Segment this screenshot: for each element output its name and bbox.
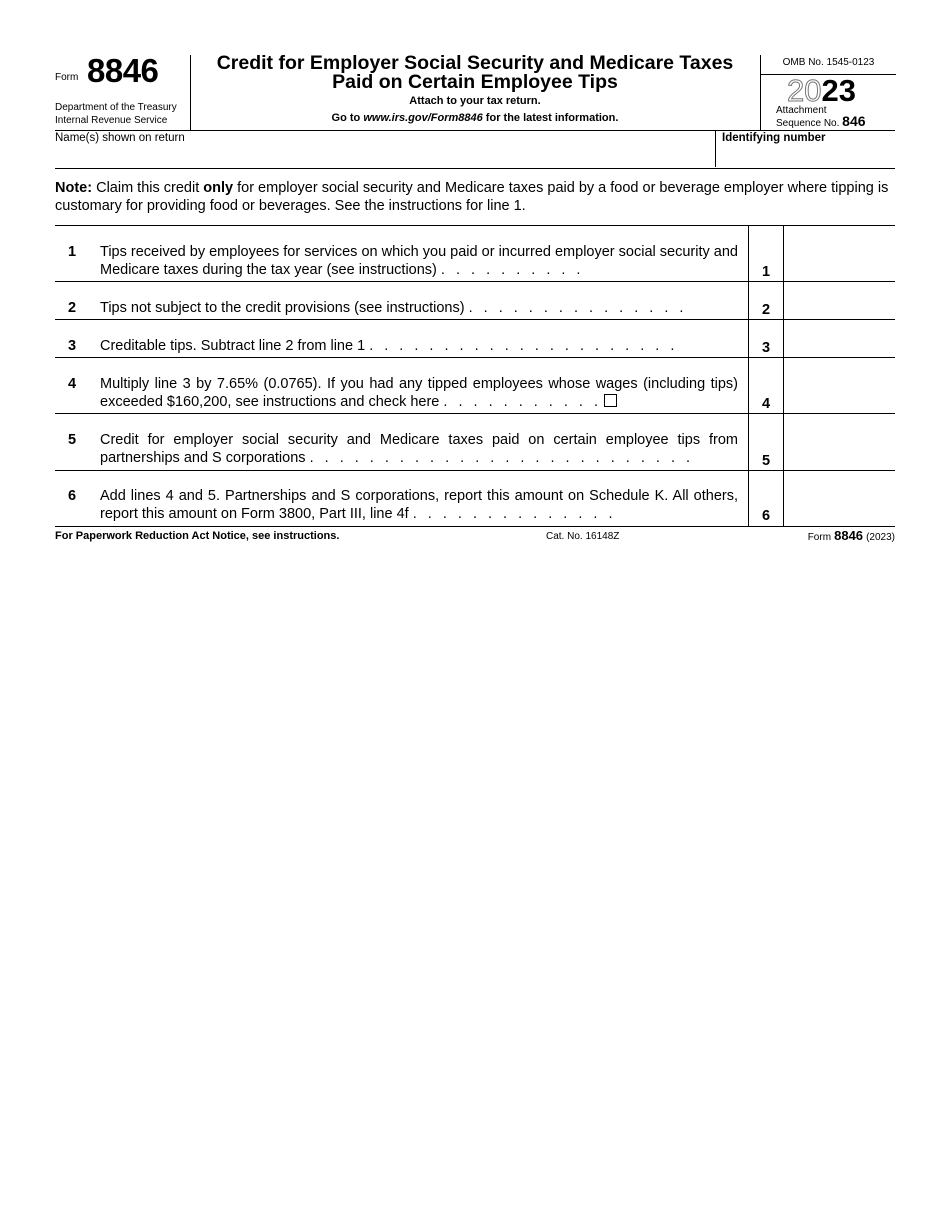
name-row: [55, 131, 895, 169]
form-footer: [55, 526, 895, 543]
line-text: Tips received by employees for services on which you paid or incurred employer social security and Medicare taxes during the tax year (see instructions): [100, 244, 738, 278]
line-number: 6: [68, 488, 77, 504]
form-lines: [55, 226, 895, 526]
attachment-label: Attachment: [776, 105, 827, 116]
line-box-number: 6: [761, 508, 771, 524]
note-emphasis: only: [203, 180, 234, 196]
omb-block: [760, 55, 896, 130]
leader-dots: . . . . . . . . . . . . . .: [412, 506, 616, 522]
line-6: [55, 471, 895, 526]
sequence-number: 846: [842, 113, 866, 129]
line-number: 3: [68, 338, 77, 354]
identifying-number-label: Identifying number: [722, 132, 826, 144]
line-box: [748, 414, 784, 471]
line-box-number: 5: [761, 453, 771, 469]
note-paragraph: [55, 169, 895, 226]
identifying-number-box: [715, 131, 896, 167]
line-description: [100, 487, 738, 523]
form-header: [55, 52, 895, 131]
line-text: Credit for employer social security and Medicare taxes paid on certain employee tips from partnerships and S corporations: [100, 432, 738, 466]
line-box: [748, 226, 784, 282]
identifying-number-input[interactable]: [720, 147, 892, 167]
department: [55, 101, 177, 127]
line-box: [748, 320, 784, 358]
line-text: Add lines 4 and 5. Partnerships and S corporations, report this amount on Schedule K. All others, report this amount on Form 3800, Part III, line 4f: [100, 488, 738, 522]
line-description: [100, 375, 738, 411]
line-text: Tips not subject to the credit provisions (see instructions): [100, 300, 465, 316]
paperwork-notice: For Paperwork Reduction Act Notice, see instructions.: [55, 530, 340, 542]
leader-dots: . . . . . . . . . . . . . . . . . . . . .: [369, 338, 678, 354]
department-line-1: Department of the Treasury: [55, 102, 177, 113]
form-title-block: [191, 52, 759, 130]
line-box-number: 4: [761, 396, 771, 412]
line-box: [748, 471, 784, 526]
tax-year: [787, 75, 856, 107]
leader-dots: . . . . . . . . . . . . . . .: [468, 300, 687, 316]
line-4-amount-input[interactable]: [783, 358, 895, 413]
tax-year-prefix: 20: [787, 73, 822, 108]
irs-form-8846: [55, 52, 895, 543]
attachment-sequence: [776, 105, 866, 129]
line-number: 2: [68, 300, 77, 316]
catalog-number: Cat. No. 16148Z: [546, 531, 620, 542]
line-box-number: 1: [761, 264, 771, 280]
footer-form-number: 8846: [834, 528, 864, 543]
attach-instruction: Attach to your tax return.: [409, 95, 541, 107]
line-2-amount-input[interactable]: [783, 282, 895, 319]
line-description: [100, 337, 738, 355]
line-number: 1: [68, 244, 77, 260]
line-text: Multiply line 3 by 7.65% (0.0765). If you had any tipped employees whose wages (including tips) exceeded $160,200, see instructions and check here: [100, 376, 738, 410]
line-box-number: 2: [761, 302, 771, 318]
goto-instruction: [191, 110, 759, 127]
note-label: Note:: [55, 180, 93, 196]
line-box: [748, 282, 784, 320]
line-5-amount-input[interactable]: [783, 414, 895, 470]
form-title-line-1: Credit for Employer Social Security and Medicare Taxes: [216, 52, 734, 74]
line-number: 4: [68, 376, 77, 392]
line-description: [100, 299, 738, 317]
high-wage-checkbox[interactable]: [604, 394, 617, 407]
line-6-amount-input[interactable]: [783, 471, 895, 526]
form-title-line-2: Paid on Certain Employee Tips: [332, 71, 618, 93]
line-description: [100, 431, 738, 467]
form-number: 8846: [87, 52, 159, 89]
line-description: [100, 243, 738, 279]
line-5: [55, 414, 895, 471]
line-number: 5: [68, 432, 77, 448]
goto-prefix: Go to: [331, 112, 364, 124]
footer-form-word: Form: [807, 532, 832, 543]
sequence-label: Sequence No.: [776, 118, 840, 129]
leader-dots: . . . . . . . . . . .: [443, 394, 602, 410]
line-2: [55, 282, 895, 320]
line-1: [55, 226, 895, 282]
line-box-number: 3: [761, 340, 771, 356]
form-id-block: [55, 52, 191, 130]
name-label: Name(s) shown on return: [55, 132, 185, 144]
footer-year: (2023): [866, 532, 895, 543]
line-box: [748, 358, 784, 414]
line-3-amount-input[interactable]: [783, 320, 895, 357]
leader-dots: . . . . . . . . . . . . . . . . . . . . . . . . . .: [309, 450, 694, 466]
line-1-amount-input[interactable]: [783, 226, 895, 281]
irs-url-link[interactable]: www.irs.gov/Form8846: [363, 112, 483, 124]
department-line-2: Internal Revenue Service: [55, 115, 168, 126]
tax-year-suffix: 23: [821, 73, 856, 108]
note-text-2: for employer social security and Medicare taxes paid by a food or beverage employer where tipping is customary for providing food or beverages. See the instructions for line 1.: [55, 180, 889, 214]
leader-dots: . . . . . . . . . .: [440, 262, 584, 278]
line-text: Creditable tips. Subtract line 2 from line 1: [100, 338, 366, 354]
name-input[interactable]: [55, 147, 710, 167]
goto-suffix: for the latest information.: [482, 112, 619, 124]
line-3: [55, 320, 895, 358]
omb-number: OMB No. 1545-0123: [761, 55, 896, 75]
note-text-1: Claim this credit: [92, 180, 204, 196]
footer-form-id: [808, 528, 895, 543]
line-4: [55, 358, 895, 414]
form-word: Form: [55, 72, 79, 83]
